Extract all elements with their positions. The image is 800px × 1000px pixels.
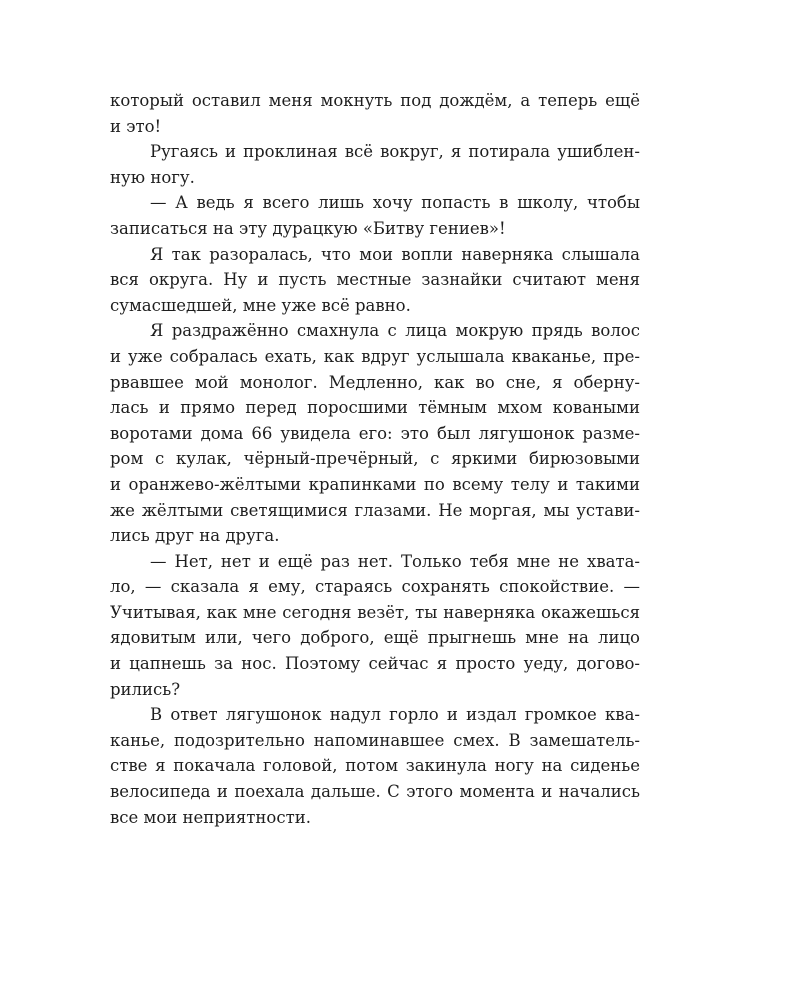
text-line: рились? [110, 679, 181, 699]
text-line: который оставил меня мокнуть под дождём, а теперь ещё [110, 91, 640, 110]
text-line: ную ногу. [110, 167, 195, 187]
text-line: Я раздражённо смахнула с лица мокрую прядь волос [150, 321, 640, 341]
text-line: и это! [110, 116, 162, 136]
text-line: все мои неприятности. [110, 807, 311, 827]
text-line: воротами дома 66 увидела его: это был лягушонок разме- [110, 423, 640, 443]
book-page-text [110, 88, 640, 830]
text-line: Ругаясь и проклиная всё вокруг, я потирала ушиблен- [150, 142, 640, 162]
text-line: и цапнешь за нос. Поэтому сейчас я просто уеду, догово- [110, 654, 640, 674]
text-line: же жёлтыми светящимися глазами. Не моргая, мы устави- [110, 500, 640, 520]
text-line: Учитывая, как мне сегодня везёт, ты наверняка окажешься [110, 602, 640, 622]
text-line: и оранжево-жёлтыми крапинками по всему телу и такими [110, 474, 640, 494]
text-line: ядовитым или, чего доброго, ещё прыгнешь мне на лицо [110, 628, 640, 648]
text-line: Я так разоралась, что мои вопли наверняка слышала [150, 244, 640, 264]
text-line: В ответ лягушонок надул горло и издал громкое ква- [150, 705, 640, 725]
text-line: сумасшедшей, мне уже всё равно. [110, 295, 411, 315]
text-line: стве я покачала головой, потом закинула ногу на сиденье [110, 756, 640, 776]
text-line: — А ведь я всего лишь хочу попасть в школу, чтобы [150, 193, 640, 213]
text-line: ром с кулак, чёрный-пречёрный, с яркими бирюзовыми [110, 449, 640, 469]
text-line: вся округа. Ну и пусть местные зазнайки считают меня [110, 270, 640, 290]
text-line: и уже собралась ехать, как вдруг услышала кваканье, пре- [110, 346, 640, 366]
text-line: — Нет, нет и ещё раз нет. Только тебя мне не хвата- [150, 551, 640, 571]
text-line: лись друг на друга. [110, 526, 280, 546]
text-line: лась и прямо перед поросшими тёмным мхом коваными [110, 398, 640, 418]
text-line: записаться на эту дурацкую «Битву гениев»! [110, 218, 506, 238]
text-line: велосипеда и поехала дальше. С этого момента и начались [110, 782, 640, 802]
text-line: рвавшее мой монолог. Медленно, как во сне, я оберну- [110, 372, 640, 392]
text-line: канье, подозрительно напоминавшее смех. В замешатель- [110, 730, 640, 750]
text-line: ло, — сказала я ему, стараясь сохранять спокойствие. — [110, 577, 640, 597]
